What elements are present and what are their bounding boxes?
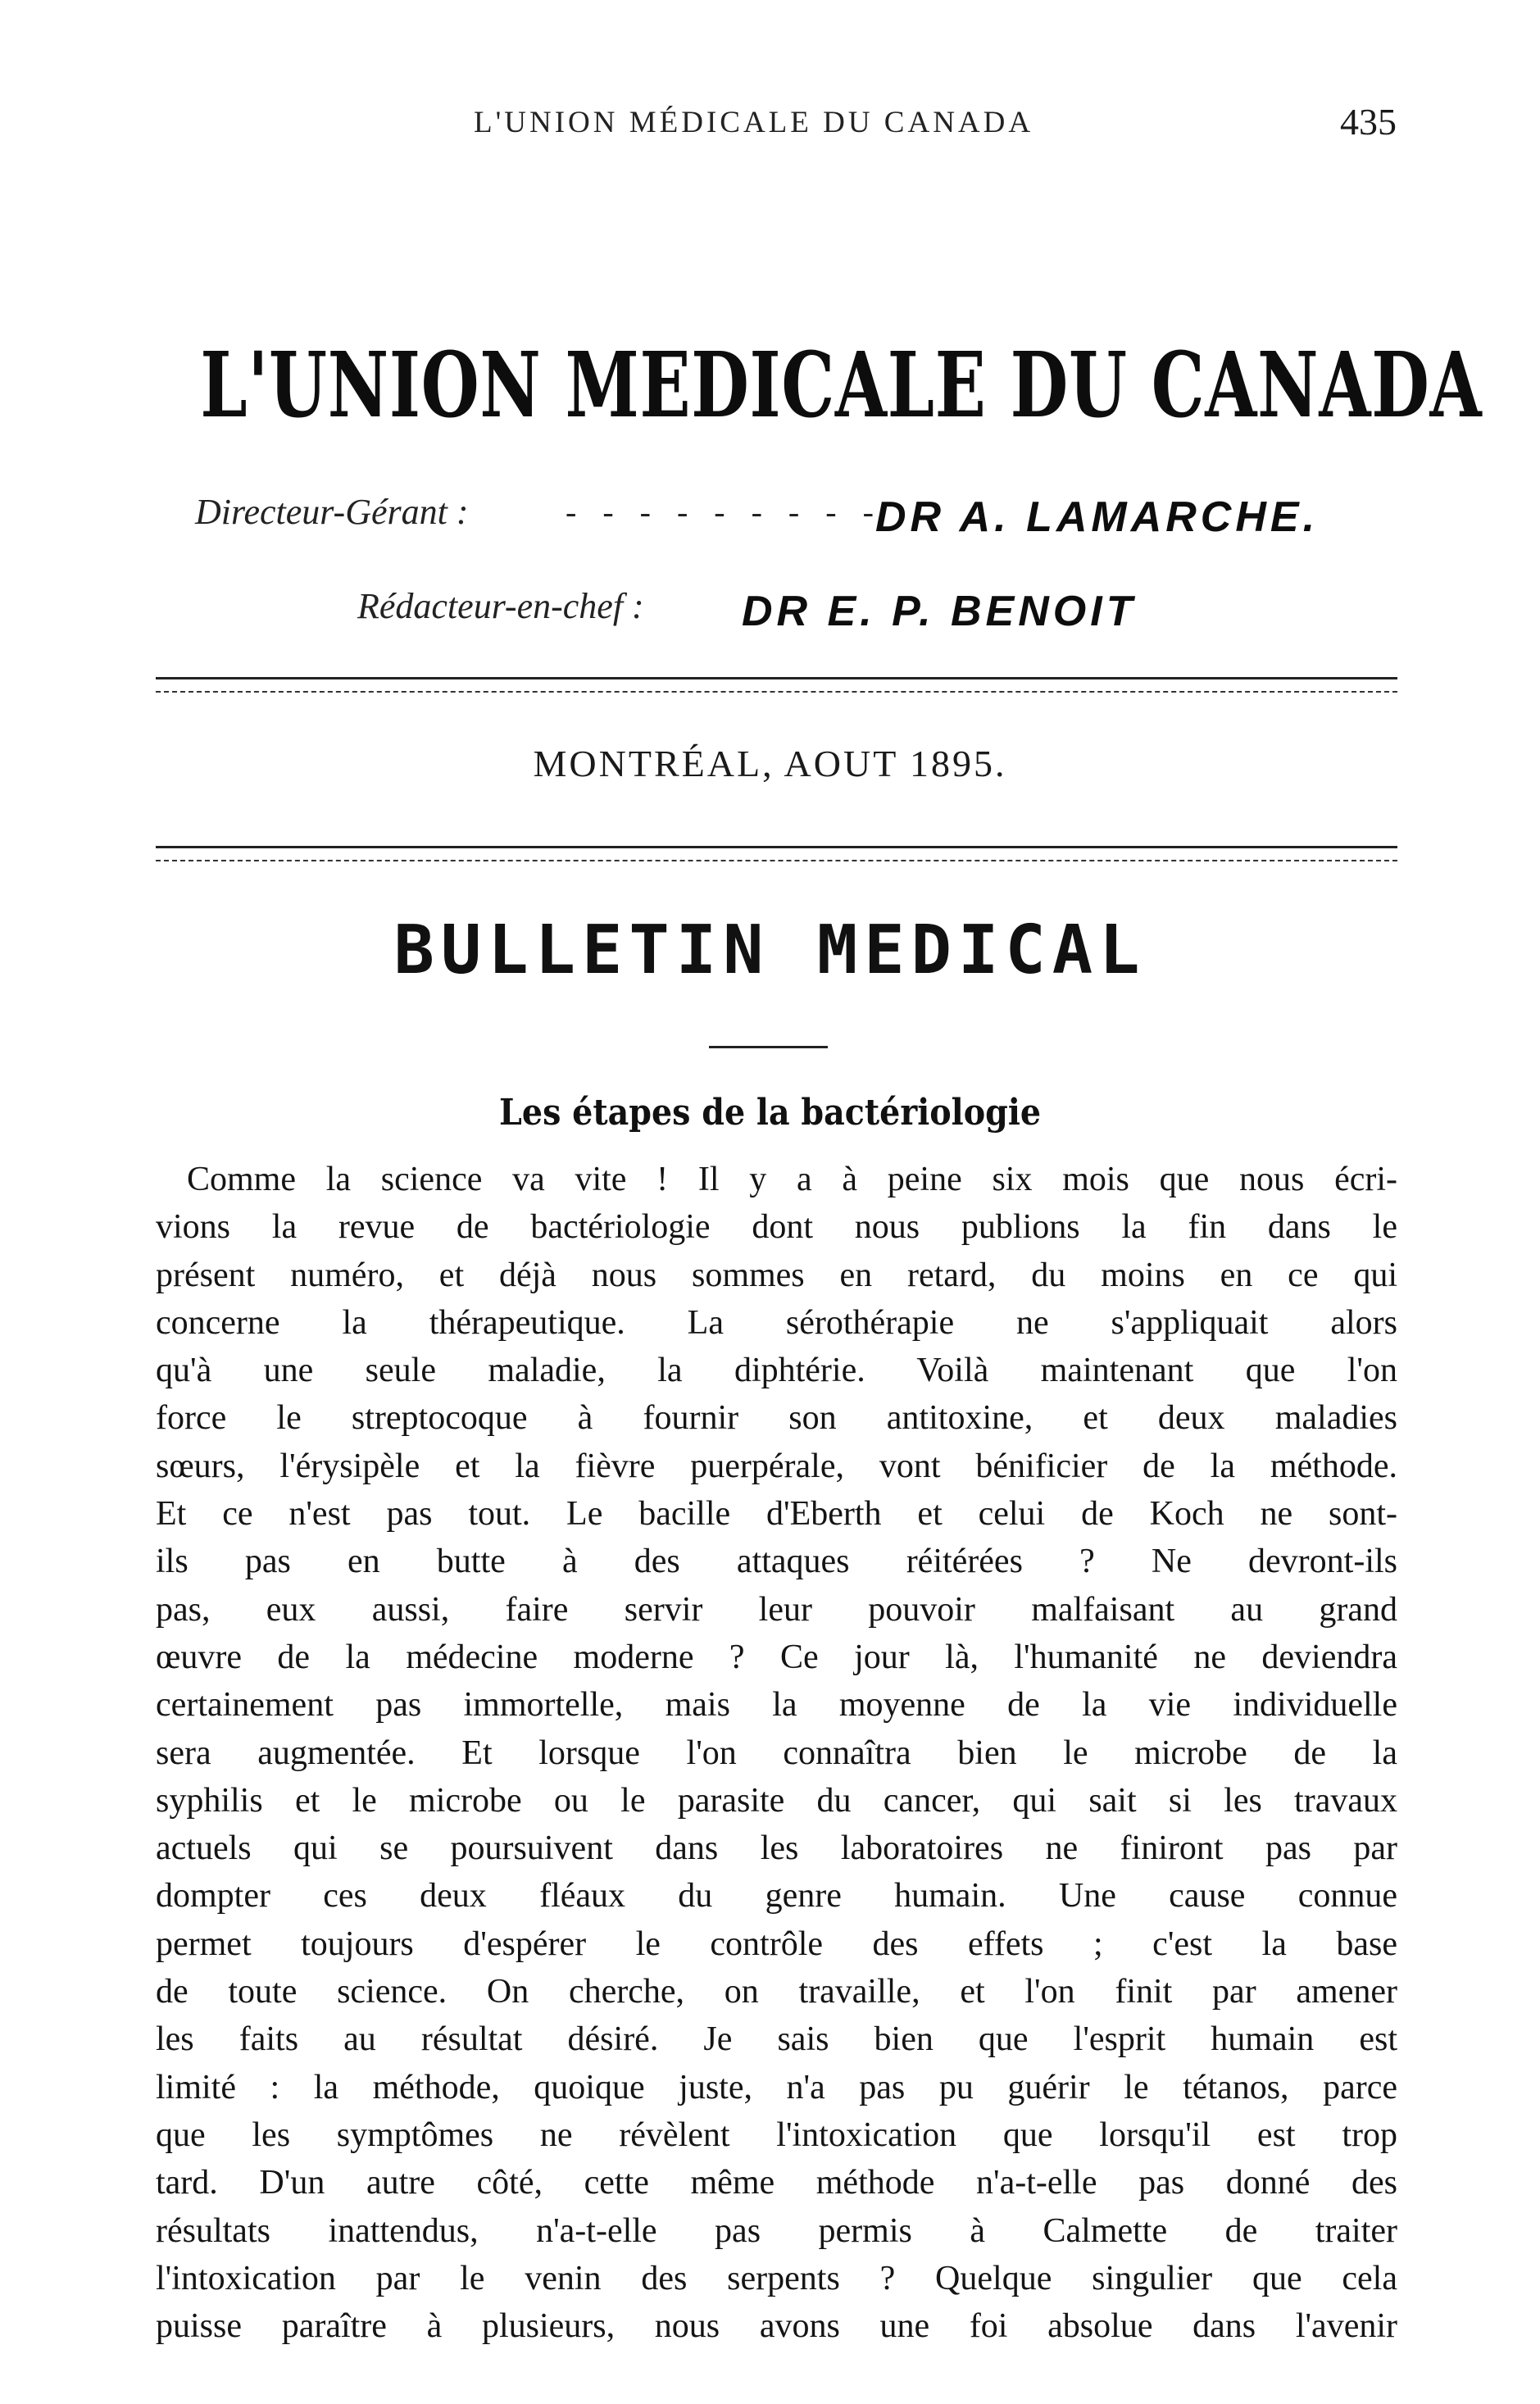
rule-top bbox=[156, 677, 1397, 693]
page-number: 435 bbox=[1340, 101, 1397, 143]
masthead-title: L'UNION MEDICALE DU CANADA bbox=[200, 332, 1483, 438]
body-line: sœurs, l'érysipèle et la fièvre puerpérale, vont bénificier de la méthode. bbox=[156, 1447, 1397, 1485]
short-rule bbox=[709, 1046, 828, 1048]
body-line: œuvre de la médecine moderne ? Ce jour là, l'humanité ne deviendra bbox=[156, 1638, 1397, 1676]
body-line: permet toujours d'espérer le contrôle des effets ; c'est la base bbox=[156, 1925, 1397, 1963]
body-line: ils pas en butte à des attaques réitérées ? Ne devront-ils bbox=[156, 1543, 1397, 1581]
editor-name: DR E. P. BENOIT bbox=[742, 588, 1137, 635]
body-line: les faits au résultat désiré. Je sais bien que l'esprit humain est bbox=[156, 2020, 1397, 2059]
body-line: l'intoxication par le venin des serpents ? Quelque singulier que cela bbox=[156, 2259, 1397, 2297]
body-line: Comme la science va vite ! Il y a à peine six mois que nous écri- bbox=[187, 1161, 1397, 1198]
director-line bbox=[0, 488, 1540, 545]
editor-label: Rédacteur-en-chef : bbox=[357, 586, 644, 626]
rule-bottom bbox=[156, 846, 1397, 861]
body-line: force le streptocoque à fournir son antitoxine, et deux maladies bbox=[156, 1399, 1397, 1438]
dateline: MONTRÉAL, AOUT 1895. bbox=[533, 743, 1007, 784]
body-line: sera augmentée. Et lorsque l'on connaîtra bien le microbe de la bbox=[156, 1734, 1397, 1772]
director-dashes: - - - - - - - - - bbox=[566, 493, 883, 530]
body-line: concerne la thérapeutique. La sérothérapie ne s'appliquait alors bbox=[156, 1303, 1397, 1342]
section-title: BULLETIN MEDICAL bbox=[393, 911, 1147, 989]
body-line: syphilis et le microbe ou le parasite du cancer, qui sait si les travaux bbox=[156, 1781, 1397, 1820]
body-line: présent numéro, et déjà nous sommes en retard, du moins en ce qui bbox=[156, 1256, 1397, 1294]
director-name: DR A. LAMARCHE. bbox=[875, 493, 1320, 541]
body-line: limité : la méthode, quoique juste, n'a pas pu guérir le tétanos, parce bbox=[156, 2068, 1397, 2106]
body-line: vions la revue de bactériologie dont nous publions la fin dans le bbox=[156, 1208, 1397, 1247]
article-body bbox=[156, 1156, 1397, 2350]
body-line: que les symptômes ne révèlent l'intoxication que lorsqu'il est trop bbox=[156, 2115, 1397, 2154]
body-line: tard. D'un autre côté, cette même méthode n'a-t-elle pas donné des bbox=[156, 2164, 1397, 2202]
director-label: Directeur-Gérant : bbox=[195, 492, 469, 532]
body-line: certainement pas immortelle, mais la moyenne de la vie individuelle bbox=[156, 1686, 1397, 1725]
body-line: de toute science. On cherche, on travaille, et l'on finit par amener bbox=[156, 1973, 1397, 2011]
running-title: L'UNION MÉDICALE DU CANADA bbox=[474, 106, 1034, 139]
body-line: pas, eux aussi, faire servir leur pouvoir malfaisant au grand bbox=[156, 1590, 1397, 1629]
body-line: actuels qui se poursuivent dans les laboratoires ne finiront pas par bbox=[156, 1829, 1397, 1868]
body-line: Et ce n'est pas tout. Le bacille d'Eberth et celui de Koch ne sont- bbox=[156, 1495, 1397, 1534]
body-line: puisse paraître à plusieurs, nous avons une foi absolue dans l'avenir bbox=[156, 2307, 1397, 2346]
body-line: dompter ces deux fléaux du genre humain. Une cause connue bbox=[156, 1877, 1397, 1915]
body-line: résultats inattendus, n'a-t-elle pas permis à Calmette de traiter bbox=[156, 2211, 1397, 2250]
editor-line bbox=[0, 582, 1540, 639]
body-line: qu'à une seule maladie, la diphtérie. Voilà maintenant que l'on bbox=[156, 1352, 1397, 1390]
article-title: Les étapes de la bactériologie bbox=[499, 1092, 1042, 1134]
running-head bbox=[0, 101, 1540, 154]
